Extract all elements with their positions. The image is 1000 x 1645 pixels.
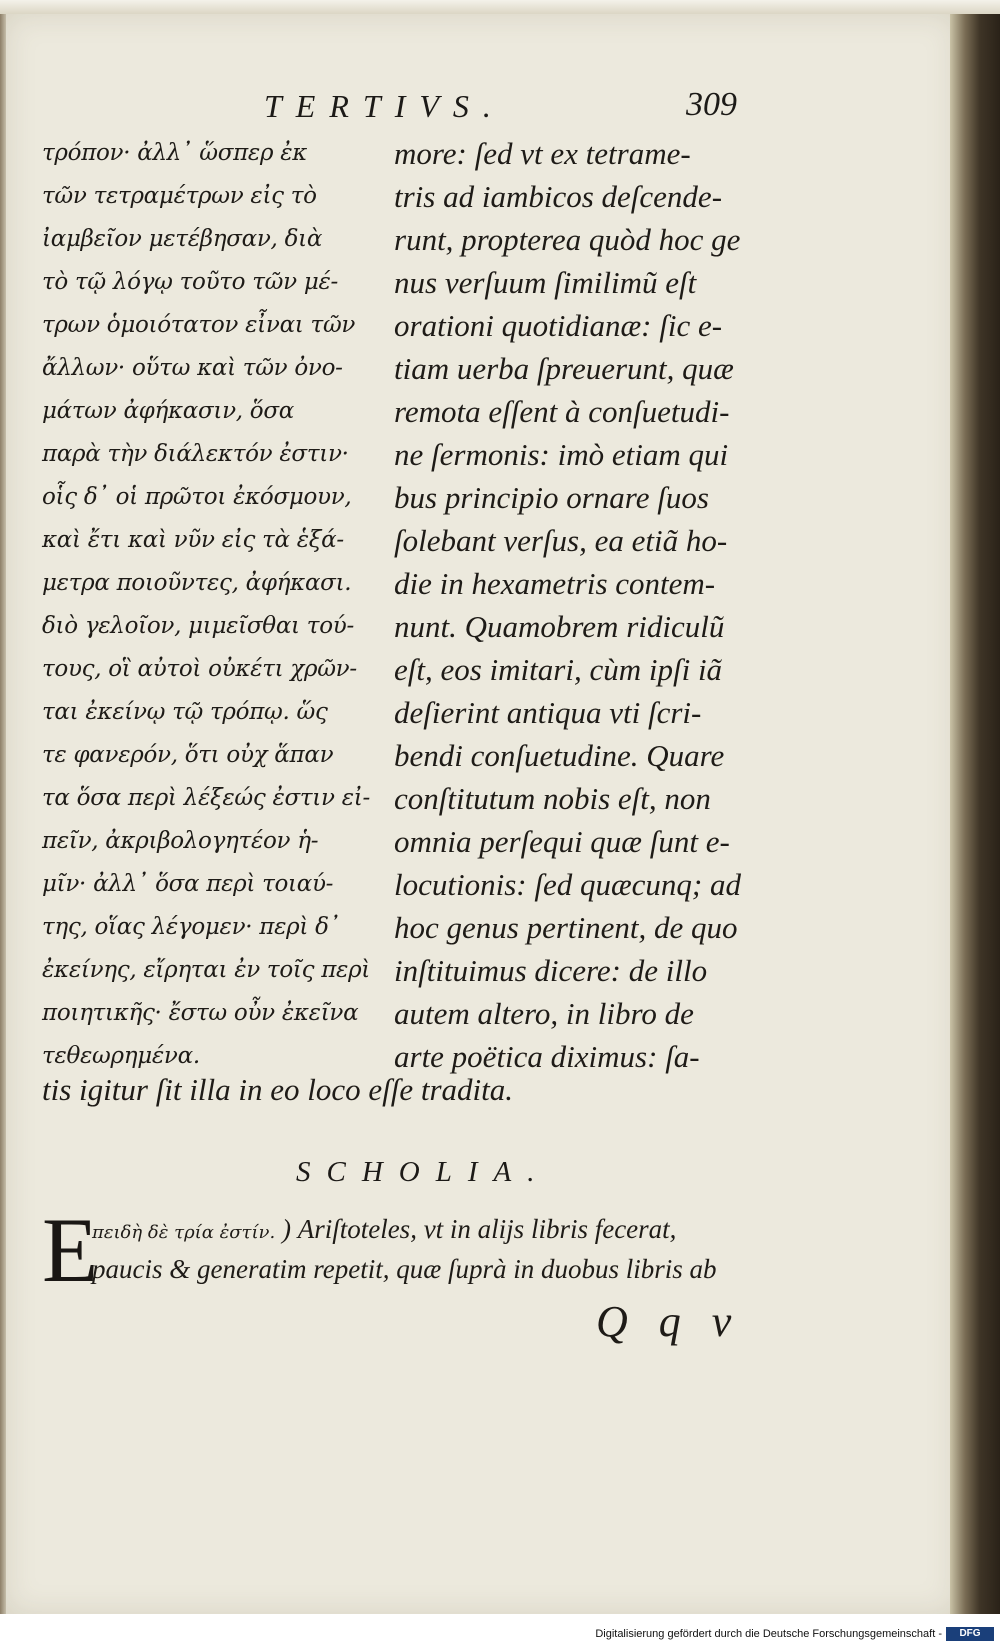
- latin-text-line: inſtituimus dicere: de illo: [394, 953, 708, 988]
- greek-text-line: τῶν τετραμέτρων εἰς τὸ: [42, 183, 317, 209]
- latin-text-line: deſierint antiqua vti ſcri-: [394, 695, 702, 730]
- greek-text-line: ἄλλων· οὕτω καὶ τῶν ὀνο-: [42, 355, 343, 381]
- greek-text-line: τα ὅσα περὶ λέξεώς ἐστιν εἰ-: [42, 785, 370, 811]
- latin-text-line: orationi quotidianæ: ſic e-: [394, 308, 723, 343]
- latin-text-line: tris ad iambicos deſcende-: [394, 179, 723, 214]
- latin-text-line: nunt. Quamobrem ridiculũ: [394, 609, 725, 644]
- greek-text-line: ἐκείνης, εἴρηται ἐν τοῖς περὶ: [42, 957, 371, 983]
- greek-text-line: τους, οἳ αὐτοὶ οὐκέτι χρῶν-: [42, 656, 357, 682]
- latin-column: [394, 132, 759, 1078]
- greek-text-line: οἷς δ᾽ οἱ πρῶτοι ἐκόσμουν,: [42, 484, 352, 510]
- greek-text-line: μετρα ποιοῦντες, ἀφήκασι.: [42, 570, 352, 596]
- latin-text-line: omnia perſequi quæ ſunt e-: [394, 824, 730, 859]
- digitization-credit: Digitalisierung gefördert durch die Deutsche Forschungsgemeinschaft -: [595, 1628, 942, 1640]
- greek-text-line: τεθεωρημένα.: [42, 1043, 200, 1069]
- latin-text-line: runt, propterea quòd hoc ge: [394, 222, 741, 257]
- latin-text-line: arte poëtica diximus: ſa-: [394, 1039, 700, 1074]
- latin-text-line: die in hexametris contem-: [394, 566, 716, 601]
- scholia-heading: SCHOLIA.: [296, 1156, 551, 1188]
- latin-text-line: conſtitutum nobis eſt, non: [394, 781, 711, 816]
- greek-text-line: τε φανερόν, ὅτι οὐχ ἅπαν: [42, 742, 334, 768]
- dfg-logo: DFG: [946, 1627, 994, 1641]
- book-page: [6, 14, 956, 1614]
- scan-right-edge: [950, 14, 1000, 1614]
- scholia-line-2: paucis & generatim repetit, quæ ſuprà in duobus libris ab: [92, 1254, 717, 1284]
- greek-text-line: τρων ὁμοιότατον εἶναι τῶν: [42, 312, 356, 338]
- latin-text-line: bendi conſuetudine. Quare: [394, 738, 725, 773]
- greek-text-line: τὸ τῷ λόγῳ τοῦτο τῶν μέ-: [42, 269, 338, 295]
- greek-column: [42, 132, 392, 1078]
- greek-text-line: μάτων ἀφήκασιν, ὅσα: [42, 398, 294, 424]
- latin-text-line: hoc genus pertinent, de quo: [394, 910, 738, 945]
- greek-text-line: διὸ γελοῖον, μιμεῖσθαι τού-: [42, 613, 354, 639]
- latin-text-line: locutionis: ſed quæcunq; ad: [394, 867, 741, 902]
- greek-text-line: ἰαμβεῖον μετέβησαν, διὰ: [42, 226, 323, 252]
- page-number: 309: [686, 86, 737, 123]
- greek-text-line: πεῖν, ἀκριβολογητέον ἡ-: [42, 828, 319, 854]
- greek-text-line: ται ἐκείνῳ τῷ τρόπῳ. ὥς: [42, 699, 328, 725]
- latin-text-line: more: ſed vt ex tetrame-: [394, 136, 691, 171]
- latin-text-line: tiam uerba ſpreuerunt, quæ: [394, 351, 734, 386]
- greek-text-line: μῖν· ἀλλ᾽ ὅσα περὶ τοιαύ-: [42, 871, 334, 897]
- latin-text-line: eſt, eos imitari, cùm ipſi iã: [394, 652, 723, 687]
- greek-text-line: τρόπον· ἀλλ᾽ ὥσπερ ἐκ: [42, 140, 308, 166]
- greek-text-line: ποιητικῆς· ἔστω οὖν ἐκεῖνα: [42, 1000, 359, 1026]
- scholia-latin-text: ) Ariſtoteles, vt in alijs libris fecerat,: [281, 1214, 677, 1244]
- latin-final-line: tis igitur ſit illa in eo loco eſſe tradita.: [42, 1072, 514, 1107]
- scholia-line-1: [92, 1214, 676, 1245]
- latin-text-line: remota eſſent à conſuetudi-: [394, 394, 730, 429]
- signature-mark: Q q v: [596, 1297, 742, 1346]
- latin-text-line: ne ſermonis: imò etiam qui: [394, 437, 729, 472]
- greek-text-line: καὶ ἔτι καὶ νῦν εἰς τὰ ἑξά-: [42, 527, 344, 553]
- greek-text-line: της, οἵας λέγομεν· περὶ δ᾽: [42, 914, 340, 940]
- greek-text-line: παρὰ τὴν διάλεκτόν ἐστιν·: [42, 441, 349, 467]
- drop-cap-initial: E: [42, 1199, 99, 1301]
- latin-text-line: autem altero, in libro de: [394, 996, 694, 1031]
- latin-text-line: ſolebant verſus, ea etiã ho-: [394, 523, 728, 558]
- scholia-greek-lemma: πειδὴ δὲ τρία ἐστίν.: [92, 1222, 276, 1243]
- running-head: TERTIVS.: [264, 88, 505, 124]
- latin-text-line: bus principio ornare ſuos: [394, 480, 709, 515]
- latin-text-line: nus verſuum ſimilimũ eſt: [394, 265, 697, 300]
